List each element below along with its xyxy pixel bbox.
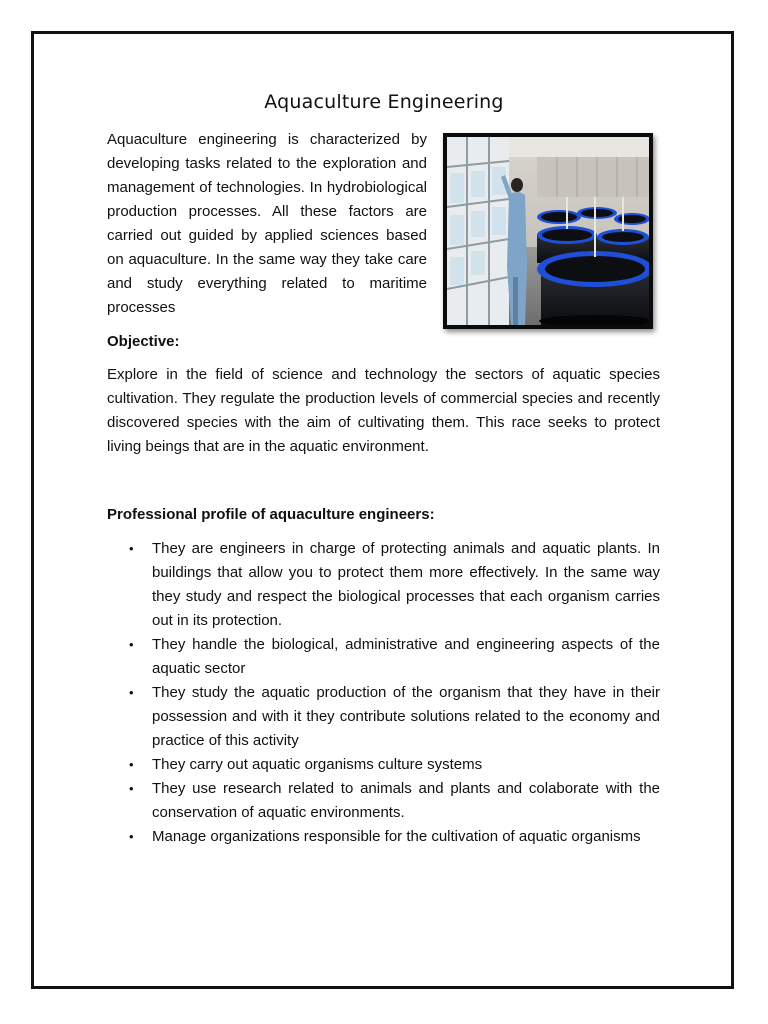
list-item: [129, 753, 660, 777]
list-item-text: They are engineers in charge of protecting animals and aquatic plants. In buildings that allow you to protect them more effectively. In the same way they study and respect the biological processes that each organism carries out in its protection.: [152, 540, 660, 629]
profile-heading: Professional profile of aquaculture engineers:: [107, 506, 435, 523]
bullet-icon: •: [129, 781, 134, 796]
list-item-text: They carry out aquatic organisms culture systems: [152, 756, 483, 773]
aquaculture-lab-illustration: [447, 137, 649, 325]
profile-list: [129, 537, 660, 849]
bullet-icon: •: [129, 685, 134, 700]
aquaculture-lab-photo: [443, 133, 653, 329]
list-item: [129, 825, 660, 849]
bullet-icon: •: [129, 757, 134, 772]
list-item-text: They handle the biological, administrative and engineering aspects of the aquatic sector: [152, 636, 660, 677]
intro-paragraph: Aquaculture engineering is characterized by developing tasks related to the exploration and management of technologies. In hydrobiological production processes. All these factors are carried out guided by applied sciences based on aquaculture. In the same way they take care and study everything related to maritime processes: [107, 131, 427, 316]
list-item-text: They study the aquatic production of the organism that they have in their possession and with it they contribute solutions related to the economy and practice of this activity: [152, 684, 660, 749]
list-item: [129, 777, 660, 825]
page-title: Aquaculture Engineering: [264, 91, 504, 113]
objective-heading: Objective:: [107, 333, 180, 350]
list-item: [129, 537, 660, 633]
list-item-text: Manage organizations responsible for the cultivation of aquatic organisms: [152, 828, 641, 845]
list-item: [129, 681, 660, 753]
bullet-icon: •: [129, 637, 134, 652]
bullet-icon: •: [129, 541, 134, 556]
list-item: [129, 633, 660, 681]
objective-paragraph: Explore in the field of science and technology the sectors of aquatic species cultivation. They regulate the production levels of commercial species and recently discovered species with the aim of cultivating them. This race seeks to protect living beings that are in the aquatic environment.: [107, 366, 660, 455]
list-item-text: They use research related to animals and plants and colaborate with the conservation of aquatic environments.: [152, 780, 660, 821]
bullet-icon: •: [129, 829, 134, 844]
